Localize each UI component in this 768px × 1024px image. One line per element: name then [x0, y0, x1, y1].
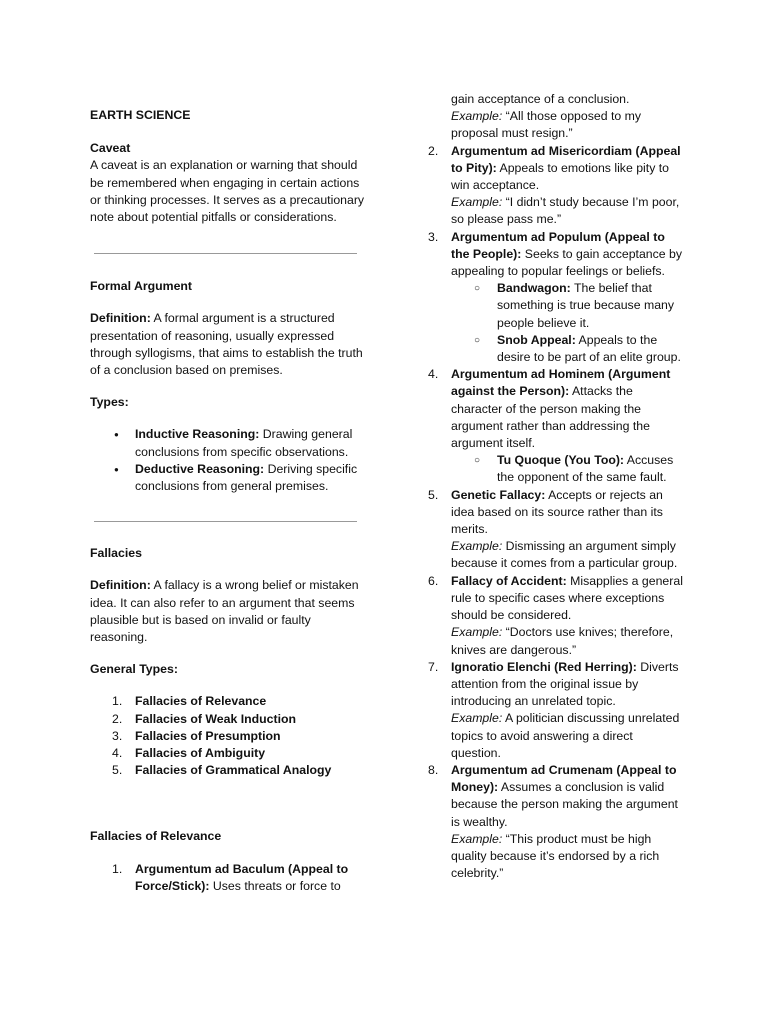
general-types-label: General Types: [90, 662, 178, 677]
list-item: 2. Fallacies of Weak Induction [112, 711, 297, 726]
list-item: 7. Ignoratio Elenchi (Red Herring): Diverts attention from the original issue by introducing an unrelated topic. Example: A politician discussing unrelated topics to avoid answering a direct question. [428, 659, 680, 760]
item1-continuation: gain acceptance of a conclusion. [451, 92, 630, 106]
list-item: 4. Fallacies of Ambiguity [112, 746, 266, 761]
document-title: EARTH SCIENCE [90, 108, 191, 122]
types-label: Types: [90, 395, 129, 410]
list-item: 2. Argumentum ad Misericordiam (Appeal to Pity): Appeals to emotions like pity to win acceptance. Example: “I didn’t study because I’m poor, so please pass me.” [428, 143, 681, 227]
general-types-list [90, 693, 368, 779]
relevance-heading: Fallacies of Relevance [90, 829, 222, 844]
list-item: ○ Snob Appeal: Appeals to the desire to be part of an elite group. [451, 332, 686, 366]
list-item: ○ Bandwagon: The belief that something is true because many people believe it. [451, 280, 686, 332]
relevance-list-start [90, 861, 368, 895]
item1-example: Example: “All those opposed to my proposal must resign.” [451, 109, 642, 141]
relevance-list [426, 143, 686, 883]
caveat-text: A caveat is an explanation or warning that should be remembered when engaging in certain actions or thinking processes. It serves as a precautionary note about potential pitfalls or considerations. [90, 158, 365, 225]
fallacies-heading: Fallacies [90, 546, 142, 561]
right-column [426, 91, 686, 882]
formal-argument-heading: Formal Argument [90, 279, 193, 294]
caveat-heading: Caveat [90, 141, 131, 156]
list-item: 1. Fallacies of Relevance [112, 694, 267, 709]
list-item: 8. Argumentum ad Crumenam (Appeal to Money): Assumes a conclusion is valid because the person making the argument is wealthy. Example: “This product must be high quality because it’s endorsed by a rich celebrity.” [428, 762, 678, 881]
populum-sublist [451, 280, 686, 366]
hominem-sublist [451, 452, 686, 486]
list-item: 6. Fallacy of Accident: Misapplies a general rule to specific cases where exceptions should be considered. Example: “Doctors use knives; therefore, knives are dangerous.” [428, 573, 683, 657]
list-item: ● Deductive Reasoning: Deriving specific conclusions from general premises. [90, 461, 368, 495]
list-item: 3. Argumentum ad Populum (Appeal to the People): Seeks to gain acceptance by appealing to popular feelings or beliefs. ○ Bandwagon: The belief that something is true because many people believe it. ○ Snob Appeal: Appeals to the desire to be part of an elite group. [426, 229, 686, 367]
list-item: ● Inductive Reasoning: Drawing general conclusions from specific observations. [90, 426, 368, 460]
list-item: 3. Fallacies of Presumption [112, 728, 281, 743]
formal-argument-definition: Definition: A formal argument is a structured presentation of reasoning, usually expressed through syllogisms, that aims to establish the truth of a conclusion based on premises. [90, 311, 363, 378]
reasoning-types-list [90, 426, 368, 495]
fallacies-definition: Definition: A fallacy is a wrong belief or mistaken idea. It can also refer to an argument that seems plausible but is based on invalid or faulty reasoning. [90, 578, 359, 645]
left-column [90, 107, 368, 895]
list-item: 1. Argumentum ad Baculum (Appeal to Force/Stick): Uses threats or force to [112, 861, 349, 893]
list-item: 5. Fallacies of Grammatical Analogy [112, 763, 332, 778]
list-item: 5. Genetic Fallacy: Accepts or rejects an idea based on its source rather than its merits. Example: Dismissing an argument simply because it comes from a particular group. [428, 487, 678, 571]
list-item: ○ Tu Quoque (You Too): Accuses the opponent of the same fault. [451, 452, 686, 486]
list-item: 4. Argumentum ad Hominem (Argument against the Person): Attacks the character of the person making the argument rather than addressing the argument itself. ○ Tu Quoque (You Too): Accuses the opponent of the same fault. [426, 366, 686, 486]
